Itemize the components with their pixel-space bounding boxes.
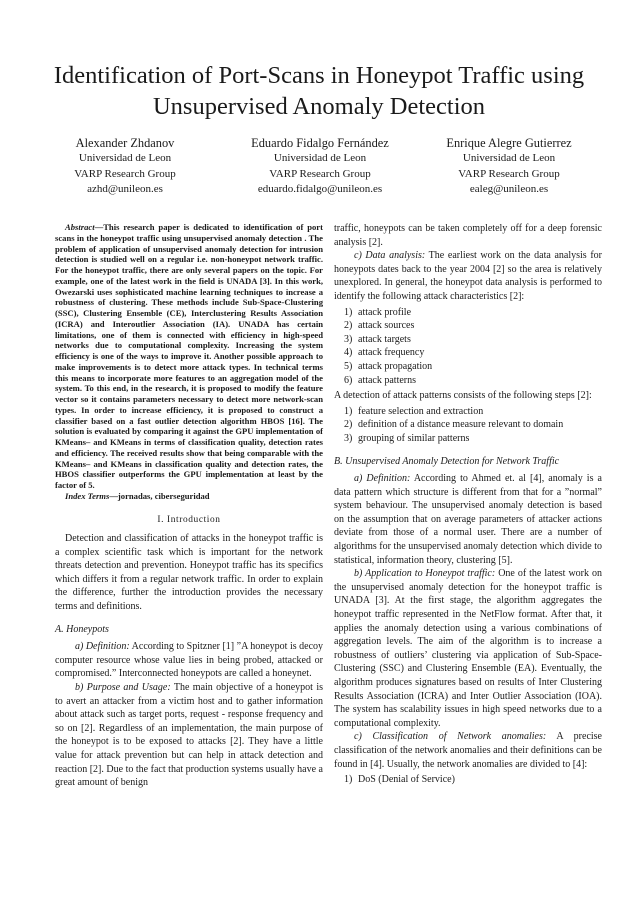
list-item: 1) attack profile bbox=[344, 306, 412, 318]
abstract bbox=[55, 222, 323, 491]
paragraph-label: c) Data analysis: bbox=[354, 250, 426, 262]
list-item: 6) attack patterns bbox=[344, 374, 417, 386]
list-item: 2) definition of a distance measure relevant to domain bbox=[344, 419, 564, 431]
list-item: 3) attack targets bbox=[344, 333, 411, 345]
paragraph-label: c) Classification of Network anomalies: bbox=[354, 731, 547, 743]
paragraph-text: The earliest work on the data analysis for honeypots dates back to the year 2004 [2] so the area is relatively unexplored. In general, the honeypot data analysis is performed to identify the following attack characteristics [2]: bbox=[334, 250, 602, 302]
paragraph-label: a) Definition: bbox=[75, 641, 130, 653]
steps-list bbox=[334, 405, 602, 446]
subsection-heading-unsupervised: B. Unsupervised Anomaly Detection for Network Traffic bbox=[334, 455, 560, 467]
list-item: 4) attack frequency bbox=[344, 347, 425, 359]
author-name: Alexander Zhdanov bbox=[75, 136, 175, 150]
author-name: Eduardo Fidalgo Fernández bbox=[251, 136, 389, 150]
subsection-heading-honeypots: A. Honeypots bbox=[55, 623, 109, 635]
author-affiliation: Universidad de Leon bbox=[462, 152, 556, 164]
data-analysis-paragraph-main bbox=[334, 249, 602, 303]
intro-paragraph: Detection and classification of attacks in the honeypot traffic is a complex scientific task which is important for the network threats detection and prevention. Honeypot traffic has its specifics which differs it from a regular network traffic. In order to explain the difference, further the introduction provides the necessary terms and definitions. bbox=[55, 533, 323, 613]
list-item: 1) DoS (Denial of Service) bbox=[344, 774, 455, 786]
paragraph-text: According to Spitzner [1] ”A honeypot is decoy computer resource whose value lies in being probed, attacked or compromised.” Interconnected honeypots are called a honeynet. bbox=[55, 641, 324, 680]
section-heading-introduction: I. Introduction bbox=[157, 514, 221, 525]
application-paragraph bbox=[334, 567, 602, 730]
author-group: VARP Research Group bbox=[458, 167, 560, 180]
author-name: Enrique Alegre Gutierrez bbox=[446, 136, 572, 150]
abstract-text: —This research paper is dedicated to identification of port scans in the honeypot traffic using unsupervised anomaly detection . The problem of application of unsupervised anomaly detection for intrusion detection is studied well on a regular i.e. non-honeypot network traffic. For the honeypot traffic, there are only several papers on the topic. For example, one of the latest work in the field is UNADA [3]. In this work, Owezarski uses sophisticated machine learning techniques to increase a robustness of clustering. These methods include Sub-Space-Clustering (SSC), Clustering Ensemble (CE), Interclustering Results Association (ICRA) and Interoutlier Association (IA). UNADA has certain limitations, one of them is connected with efficiency in high-speed networks due to computational complexity. Increasing the system efficiency is one of the ways to improve it. Another possible approach to make improvements is to detect more attack types. In technical terms this means to incorporate more features to an aggregation model of the system. To this end, in the research, it is proposed to modify the feature vector so it contains parameters necessary to detect more network-scan types. In order to increase efficiency, it is proposed to construct a classifier based on a fast outlier detection algorithm HBOS [16]. The solution is evaluated by comparing it against the GPU implementation of KMeans– and KMeans in terms of classification quality, detection rates and efficiency. The received results show that being comparable with the KMeans– and KMeans in classification quality and detection rates, the HBOS classifier outperforms the GPU implementation at least by the factor of 5. bbox=[55, 222, 323, 490]
paragraph-label: b) Application to Honeypot traffic: bbox=[354, 568, 496, 580]
purpose-paragraph-continued: traffic, honeypots can be taken completely off for a deep forensic analysis [2]. bbox=[334, 223, 602, 248]
author-email: eduardo.fidalgo@unileon.es bbox=[257, 183, 383, 196]
right-column bbox=[334, 222, 602, 789]
index-terms-label: Index Terms bbox=[65, 490, 110, 501]
paragraph-text: A precise classification of the network anomalies and their definitions can be found in [4]. Usually, the network anomalies are divided to [4]: bbox=[334, 731, 602, 770]
list-item: 5) attack propagation bbox=[344, 360, 433, 372]
author-group: VARP Research Group bbox=[269, 167, 371, 180]
classification-paragraph bbox=[334, 730, 602, 771]
left-column bbox=[55, 222, 323, 790]
paragraph-label: a) Definition: bbox=[354, 473, 411, 485]
paragraph-label: b) Purpose and Usage: bbox=[75, 682, 171, 694]
paragraph-text: According to Ahmed et. al [4], anomaly is a data pattern which structure is different from that for a ”normal” system behaviour. The unsupervised anomaly detection is based on the assumption that on average parameters of attacker actions deviate from those of a normal user. There are a number of algorithms for the unsupervised anomaly detection which divide to statistical, information theory, clustering [5]. bbox=[334, 473, 602, 566]
anomaly-definition-paragraph bbox=[334, 472, 602, 567]
author-affiliation: Universidad de Leon bbox=[273, 152, 367, 164]
list-item: 1) feature selection and extraction bbox=[344, 405, 484, 417]
author-3 bbox=[420, 135, 598, 198]
definition-paragraph bbox=[55, 640, 323, 681]
index-terms bbox=[55, 491, 323, 502]
paragraph-text: The main objective of a honeypot is to avert an attacker from a victim host and to gather information about attack such as target ports, request - response frequency and so on [2]. Regardless of an implementation, the main purpose of the honeypot is to be exposed to attacks [2]. They have a little value for attack prevention but can help in attack detection and reaction [2]. Due to the fact that production systems usually have a great amount of benign bbox=[55, 682, 324, 789]
paper-title: Identification of Port-Scans in Honeypot Traffic using Unsupervised Anomaly Detection bbox=[53, 62, 585, 120]
author-2 bbox=[220, 135, 420, 198]
author-email: ealeg@unileon.es bbox=[469, 183, 549, 196]
index-terms-text: —jornadas, ciberseguridad bbox=[109, 490, 210, 501]
abstract-label: Abstract bbox=[65, 222, 95, 232]
list-item: 2) attack sources bbox=[344, 320, 415, 332]
list-item: 3) grouping of similar patterns bbox=[344, 432, 470, 444]
author-affiliation: Universidad de Leon bbox=[78, 152, 172, 164]
characteristics-list bbox=[334, 306, 602, 388]
author-1 bbox=[40, 135, 210, 198]
purpose-paragraph bbox=[55, 681, 323, 790]
steps-intro: A detection of attack patterns consists of the following steps [2]: bbox=[334, 390, 592, 402]
anomalies-list bbox=[334, 773, 602, 787]
paragraph-text: One of the latest work on the unsupervised anomaly detection for the honeypot traffic is UNADA [3]. At the first stage, the algorithm aggregates the honeypot traffic represented in the NetFlow format. After that, it applies the anomaly detection using a various combinations of aggregation levels. The aim of the algorithm is to increase a robustness of outliers’ clustering via application of Sub-Space-Clustering (SSC) and Clustering Ensemble (EA). Eventually, the algorithm produces signatures based on results of Inter Clustering Results Association (ICRA) and Inter Outlier Association (IOA). The system has scalability issues in high speed networks due to a computational complexity. bbox=[334, 568, 602, 729]
author-email: azhd@unileon.es bbox=[87, 183, 163, 196]
author-group: VARP Research Group bbox=[74, 167, 176, 180]
